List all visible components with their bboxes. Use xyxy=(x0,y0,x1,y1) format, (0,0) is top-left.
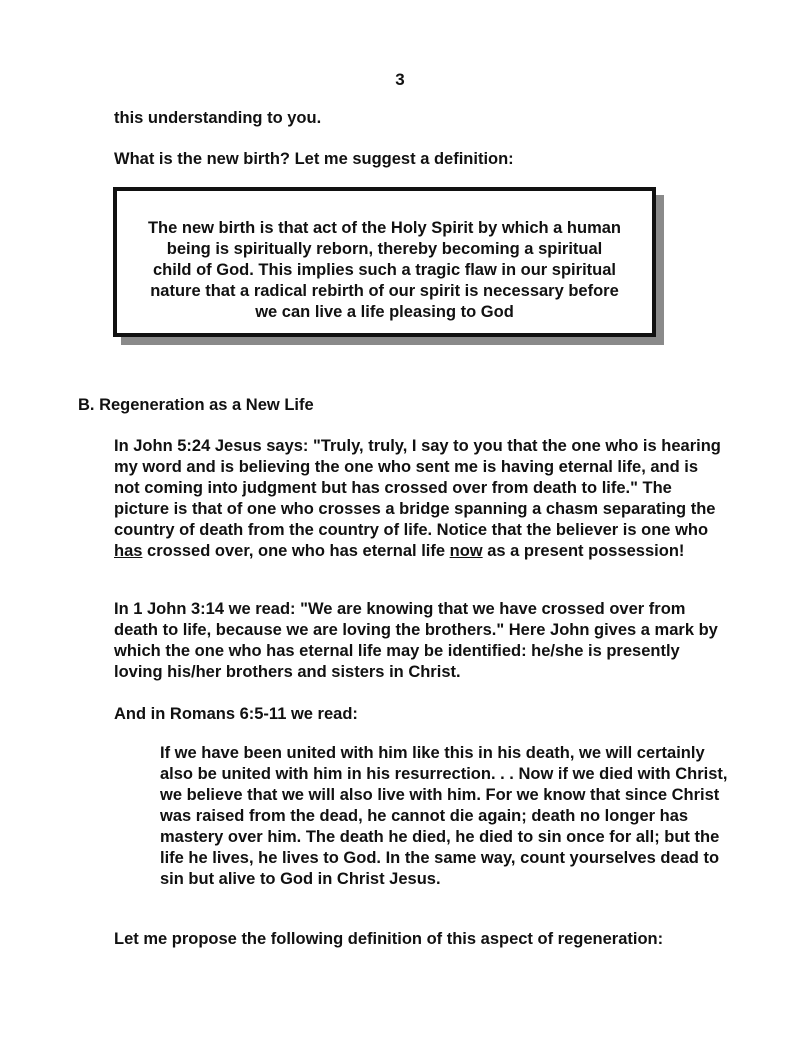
question-line: What is the new birth? Let me suggest a definition: xyxy=(114,150,514,168)
paragraph-1-john-3-14: In 1 John 3:14 we read: "We are knowing that we have crossed over from death to life, because we are loving the brothers." Here John gives a mark by which the one who has eternal life may be identified: he/she is presently loving his/her brothers and sisters in Christ. xyxy=(114,600,718,681)
paragraph-john-5-24 xyxy=(114,436,724,562)
page-number: 3 xyxy=(395,70,405,89)
underlined-has: has xyxy=(114,542,143,560)
paragraph-john-text-1: In John 5:24 Jesus says: "Truly, truly, I say to you that the one who is hearing my word and is believing the one who sent me is having eternal life, and is not coming into judgment but has crossed over from death to life." The picture is that of one who crosses a bridge spanning a chasm separating the country of death from the country of life. Notice that the believer is one who xyxy=(114,437,721,539)
definition-text: The new birth is that act of the Holy Spirit by which a human being is spiritually reborn, thereby becoming a spiritual child of God. This implies such a tragic flaw in our spiritual nature that a radical rebirth of our spirit is necessary before we can live a life pleasing to God xyxy=(147,219,622,321)
definition-box xyxy=(113,187,656,337)
paragraph-proposal: Let me propose the following definition of this aspect of regeneration: xyxy=(114,930,664,948)
paragraph-john-text-2: crossed over, one who has eternal life xyxy=(142,542,450,560)
block-quote-romans: If we have been united with him like this in his death, we will certainly also be united with him in his resurrection. . . Now if we died with Christ, we believe that we will also live with him. For we know that since Christ was raised from the dead, he cannot die again; death no longer has mastery over him. The death he died, he died to sin once for all; but the life he lives, he lives to God. In the same way, count yourselves dead to sin but alive to God in Christ Jesus. xyxy=(160,744,728,888)
intro-fragment: this understanding to you. xyxy=(114,109,322,127)
underlined-now: now xyxy=(449,542,483,560)
section-heading: B. Regeneration as a New Life xyxy=(78,396,314,414)
paragraph-romans-intro: And in Romans 6:5-11 we read: xyxy=(114,705,358,723)
paragraph-john-text-3: as a present possession! xyxy=(482,542,685,560)
